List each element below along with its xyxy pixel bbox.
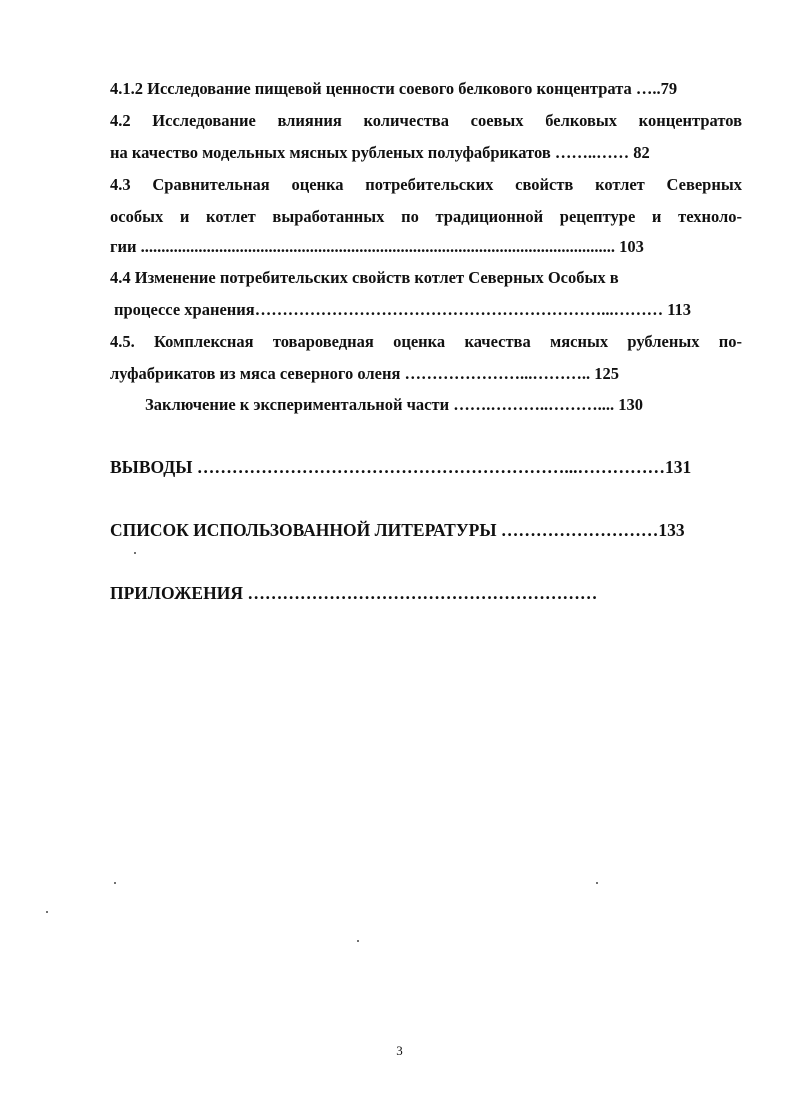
toc-entry-4-2-line-1: 4.2 Исследование влияния количества соевых белковых концентратов [110, 111, 742, 130]
toc-entry-4-4-line-2: процессе хранения………………………………………………………...……… 113 [114, 300, 692, 319]
toc-entry-4-3-line-1: 4.3 Сравнительная оценка потребительских свойств котлет Северных [110, 175, 742, 194]
toc-entry-conclusion-experimental: Заключение к экспериментальной части …….………..……….... 130 [145, 395, 643, 414]
scan-speck [596, 882, 598, 884]
toc-section-conclusions: ВЫВОДЫ ………………………………………………………...……………131 [110, 457, 692, 477]
scan-speck [114, 882, 116, 884]
page-number: 3 [396, 1043, 403, 1058]
toc-entry-4-3-line-2: особых и котлет выработанных по традиционной рецептуре и техноло- [110, 207, 742, 226]
toc-section-references: СПИСОК ИСПОЛЬЗОВАННОЙ ЛИТЕРАТУРЫ ………………………133 [110, 520, 685, 540]
toc-entry-4-5-line-1: 4.5. Комплексная товароведная оценка качества мясных рубленых по- [110, 332, 742, 351]
toc-entry-4-5-line-2: луфабрикатов из мяса северного оленя …………………...……….. 125 [110, 364, 620, 383]
toc-entry-4-1-2: 4.1.2 Исследование пищевой ценности соевого белкового концентрата …..79 [110, 79, 678, 98]
toc-section-appendices: ПРИЛОЖЕНИЯ …………………………………………………… [110, 583, 598, 603]
scan-speck [46, 911, 48, 913]
toc-entry-4-4-line-1: 4.4 Изменение потребительских свойств котлет Северных Особых в [110, 268, 619, 287]
toc-entry-4-2-line-2: на качество модельных мясных рубленых полуфабрикатов ……..…… 82 [110, 143, 650, 162]
scan-speck [357, 940, 359, 942]
toc-entry-4-3-line-3: гии ................................................................................................................... 103 [110, 237, 644, 256]
scan-speck [134, 552, 136, 554]
